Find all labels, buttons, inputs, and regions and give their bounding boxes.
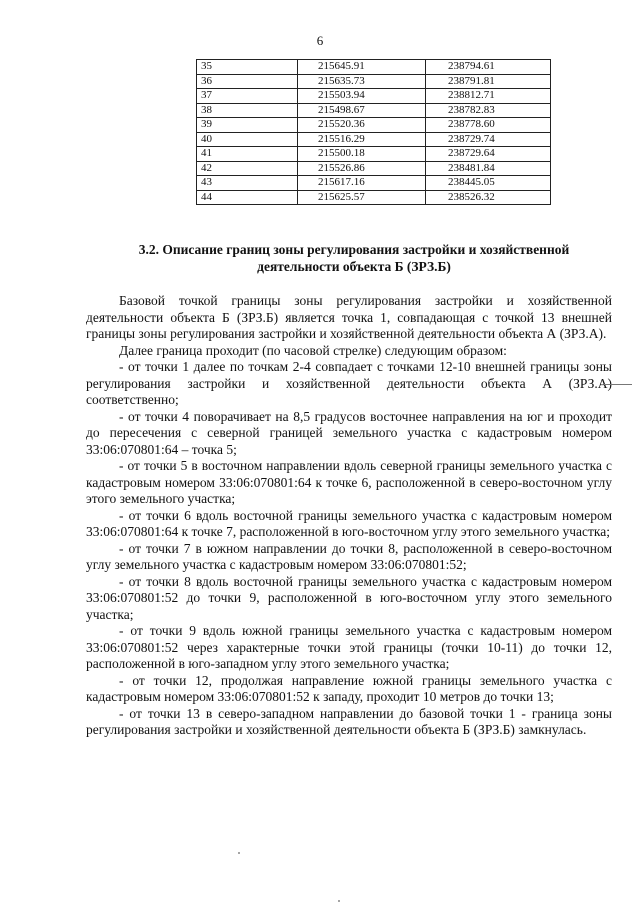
coordinates-table [196,59,551,205]
point-number-cell: 44 [197,190,298,205]
x-coordinate-cell: 215500.18 [298,147,426,162]
table-row [197,103,551,118]
y-coordinate-cell: 238812.71 [426,89,551,104]
scan-artifact-dot [338,900,340,902]
x-coordinate-cell: 215498.67 [298,103,426,118]
paragraph-point-4: - от точки 4 поворачивает на 8,5 градусов восточнее направления на юг и проходит до пересечения с северной границей земельного участка с кадастровым номером 33:06:070801:64 – точка 5; [86,408,612,457]
point-number-cell: 36 [197,74,298,89]
y-coordinate-cell: 238782.83 [426,103,551,118]
paragraph-point-7: - от точки 7 в южном направлении до точки 8, расположенной в северо-восточном углу земельного участка с кадастровым номером 33:06:070801:52; [86,540,612,572]
x-coordinate-cell: 215503.94 [298,89,426,104]
table-row [197,118,551,133]
x-coordinate-cell: 215625.57 [298,190,426,205]
paragraph-point-5: - от точки 5 в восточном направлении вдоль северной границы земельного участка с кадастровым номером 33:06:070801:64 к точке 6, расположенной в северо-восточном углу этого земельного участка; [86,458,612,506]
table-row [197,74,551,89]
y-coordinate-cell: 238526.32 [426,190,551,205]
y-coordinate-cell: 238778.60 [426,118,551,133]
x-coordinate-cell: 215635.73 [298,74,426,89]
paragraph-base-point: Базовой точкой границы зоны регулирования застройки и хозяйственной деятельности объекта Б (ЗРЗ.Б) является точка 1, совпадающая с точкой 13 внешней границы зоны регулирования застройки и хозяйственной деятельности объекта А (ЗРЗ.А). [86,293,612,341]
point-number-cell: 39 [197,118,298,133]
paragraph-intro: Далее граница проходит (по часовой стрелке) следующим образом: [119,342,507,358]
page-number: 6 [316,33,324,48]
y-coordinate-cell: 238729.74 [426,132,551,147]
point-number-cell: 38 [197,103,298,118]
paragraph-point-9: - от точки 9 вдоль южной границы земельного участка с кадастровым номером 33:06:070801:52 через характерные точки этой границы (точки 10-11) до точки 12, расположенной в юго-западном углу этого земельного участка; [86,623,612,671]
x-coordinate-cell: 215645.91 [298,60,426,75]
table-row [197,176,551,191]
x-coordinate-cell: 215617.16 [298,176,426,191]
scan-artifact-dot [238,852,240,854]
table-row [197,147,551,162]
y-coordinate-cell: 238481.84 [426,161,551,176]
point-number-cell: 40 [197,132,298,147]
table-row [197,161,551,176]
x-coordinate-cell: 215520.36 [298,118,426,133]
paragraph-point-12: - от точки 12, продолжая направление южной границы земельного участка с кадастровым номером 33:06:070801:52 к западу, проходит 10 метров до точки 13; [86,672,612,704]
y-coordinate-cell: 238791.81 [426,74,551,89]
paragraph-point-6: - от точки 6 вдоль восточной границы земельного участка с кадастровым номером 33:06:070801:64 к точке 7, расположенной в юго-восточном углу этого земельного участка; [86,507,612,539]
paragraph-point-1: - от точки 1 далее по точкам 2-4 совпадает с точками 12-10 внешней границы зоны регулирования застройки и хозяйственной деятельности объекта А (ЗРЗ.А) соответственно; [86,359,612,407]
point-number-cell: 42 [197,161,298,176]
paragraph-point-13: - от точки 13 в северо-западном направлении до базовой точки 1 - граница зоны регулирования застройки и хозяйственной деятельности объекта Б (ЗРЗ.Б) замкнулась. [86,705,612,737]
point-number-cell: 35 [197,60,298,75]
y-coordinate-cell: 238729.64 [426,147,551,162]
x-coordinate-cell: 215516.29 [298,132,426,147]
point-number-cell: 41 [197,147,298,162]
table-row [197,60,551,75]
section-body [86,293,612,739]
y-coordinate-cell: 238445.05 [426,176,551,191]
y-coordinate-cell: 238794.61 [426,60,551,75]
section-heading: 3.2. Описание границ зоны регулирования застройки и хозяйственной деятельности объекта Б (ЗРЗ.Б) [138,242,570,274]
x-coordinate-cell: 215526.86 [298,161,426,176]
paragraph-point-8: - от точки 8 вдоль восточной границы земельного участка с кадастровым номером 33:06:070801:52 до точки 9, расположенной в юго-восточном углу этого земельного участка; [86,573,612,622]
point-number-cell: 37 [197,89,298,104]
table-row [197,132,551,147]
table-row [197,89,551,104]
table-row [197,190,551,205]
point-number-cell: 43 [197,176,298,191]
scan-artifact-line [604,384,632,385]
